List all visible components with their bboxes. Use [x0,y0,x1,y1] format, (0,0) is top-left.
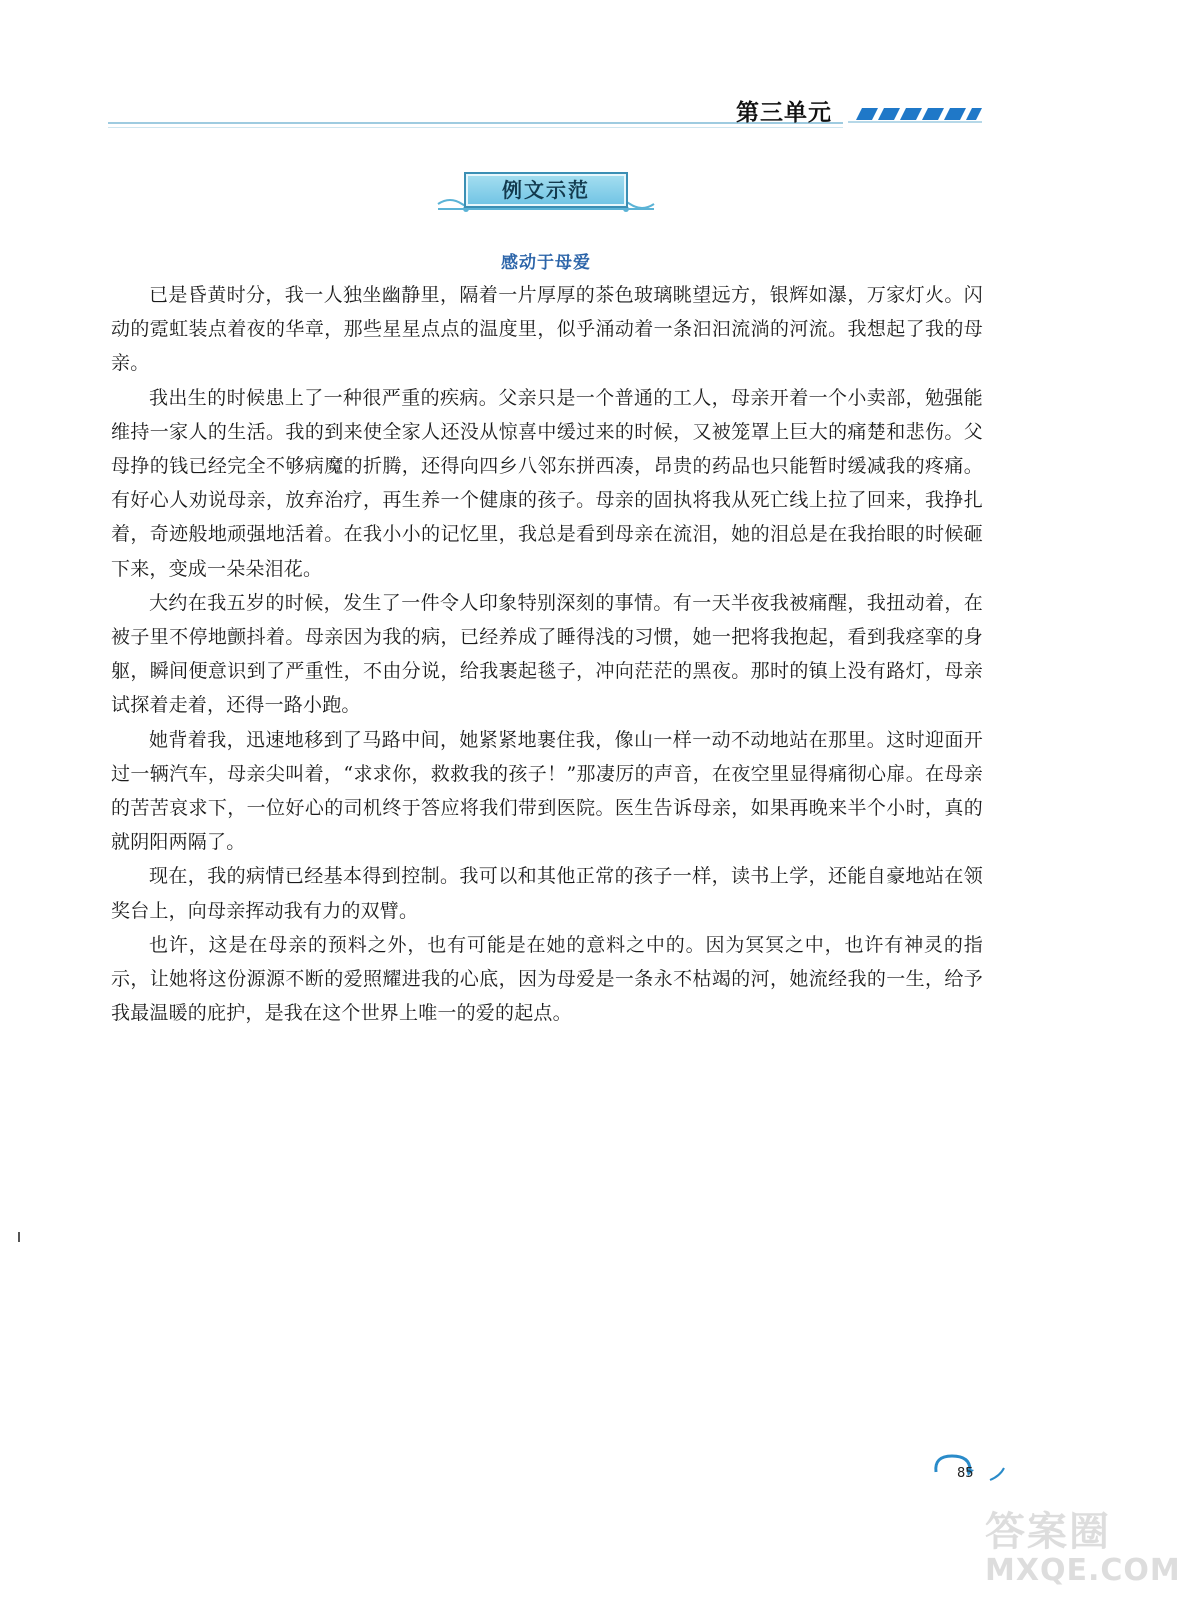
unit-title: 第三单元 [736,100,832,126]
watermark-en: MXQE.COM [985,1553,1181,1588]
paragraph: 已是昏黄时分，我一人独坐幽静里，隔着一片厚厚的茶色玻璃眺望远方，银辉如瀑，万家灯火。闪动的霓虹装点着夜的华章，那些星星点点的温度里，似乎涌动着一条汩汩流淌的河流。我想起了我的母亲。 [111,284,983,375]
header-rule [108,122,843,124]
paragraph: 我出生的时候患上了一种很严重的疾病。父亲只是一个普通的工人，母亲开着一个小卖部，勉强能维持一家人的生活。我的到来使全家人还没从惊喜中缓过来的时候，又被笼罩上巨大的痛楚和悲伤。父母挣的钱已经完全不够病魔的折腾，还得向四乡八邻东拼西凑，昂贵的药品也只能暂时缓减我的疼痛。有好心人劝说母亲，放弃治疗，再生养一个健康的孩子。母亲的固执将我从死亡线上拉了回来，我挣扎着，奇迹般地顽强地活着。在我小小的记忆里，我总是看到母亲在流泪，她的泪总是在我抬眼的时候砸下来，变成一朵朵泪花。 [111,386,983,580]
page-number: 85 [957,1466,974,1481]
paragraph: 她背着我，迅速地移到了马路中间，她紧紧地裹住我，像山一样一动不动地站在那里。这时迎面开过一辆汽车，母亲尖叫着，“求求你，救救我的孩子！”那凄厉的声音，在夜空里显得痛彻心扉。在母亲的苦苦哀求下，一位好心的司机终于答应将我们带到医院。医生告诉母亲，如果再晚来半个小时，真的就阴阳两隔了。 [111,728,983,854]
essay-body [111,278,983,1030]
header-stripes-icon [848,106,984,124]
section-label: 例文示范 [464,172,628,208]
section-banner [436,168,656,218]
essay-title: 感动于母爱 [501,253,591,273]
watermark-cn: 答案圈 [985,1509,1111,1555]
paragraph: 也许，这是在母亲的预料之外，也有可能是在她的意料之中的。因为冥冥之中，也许有神灵的指示，让她将这份源源不断的爱照耀进我的心底，因为母爱是一条永不枯竭的河，她流经我的一生，给予我最温暖的庇护，是我在这个世界上唯一的爱的起点。 [111,933,983,1025]
margin-mark [18,1232,20,1242]
header-rule-thin [108,127,843,128]
page-header [0,0,1108,140]
paragraph: 大约在我五岁的时候，发生了一件令人印象特别深刻的事情。有一天半夜我被痛醒，我扭动着，在被子里不停地颤抖着。母亲因为我的病，已经养成了睡得浅的习惯，她一把将我抱起，看到我痉挛的身躯，瞬间便意识到了严重性，不由分说，给我裹起毯子，冲向茫茫的黑夜。那时的镇上没有路灯，母亲试探着走着，还得一路小跑。 [111,591,983,717]
paragraph: 现在，我的病情已经基本得到控制。我可以和其他正常的孩子一样，读书上学，还能自豪地站在领奖台上，向母亲挥动我有力的双臂。 [111,865,983,922]
watermark [985,1500,1181,1588]
